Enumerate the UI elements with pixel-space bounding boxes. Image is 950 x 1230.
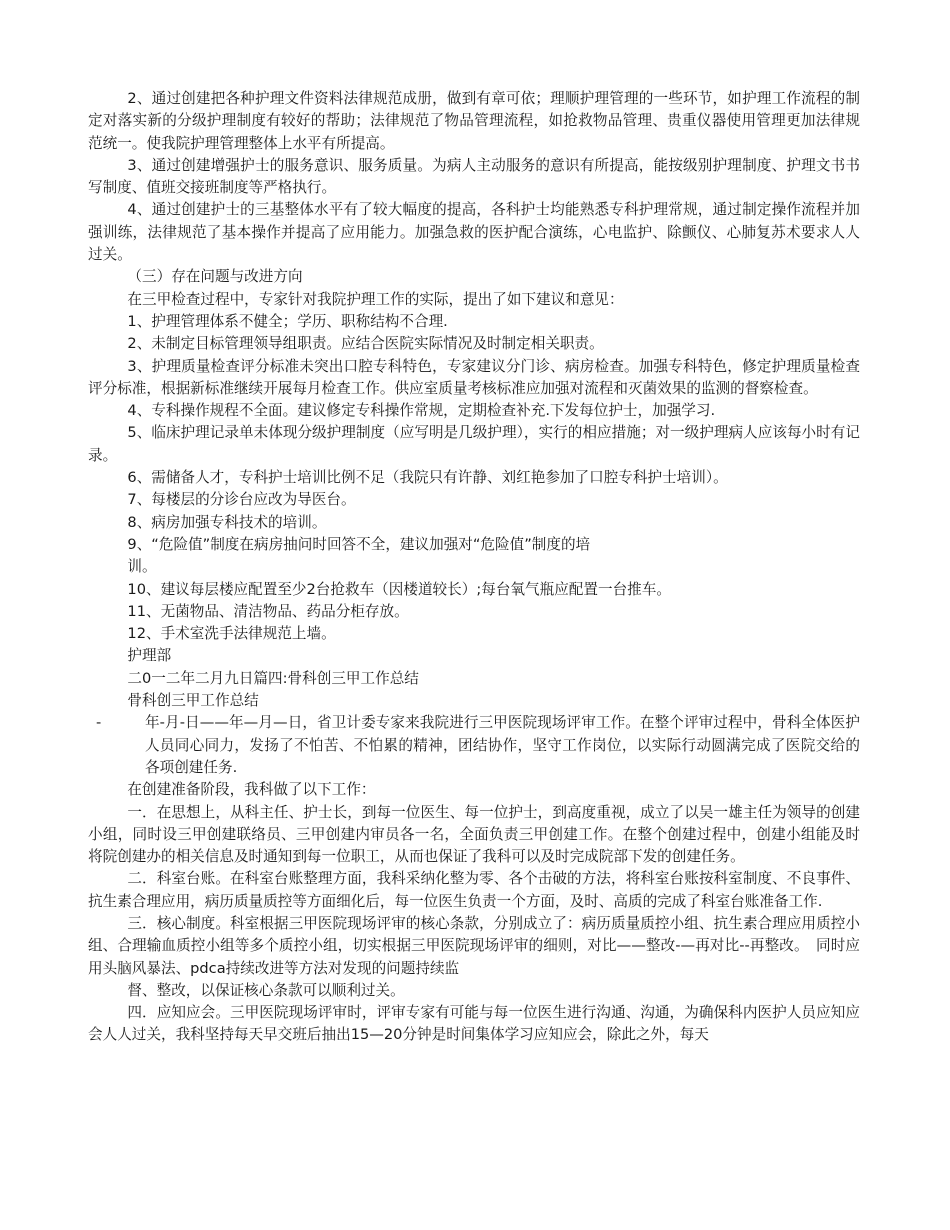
paragraph: 3、通过创建增强护士的服务意识、服务质量。为病人主动服务的意识有所提高，能按级别护理制度、护理文书书写制度、值班交接班制度等严格执行。 bbox=[88, 156, 860, 197]
paragraph: 1、护理管理体系不健全；学历、职称结构不合理. bbox=[127, 312, 448, 330]
paragraph: 三．核心制度。科室根据三甲医院现场评审的核心条款，分别成立了：病历质量质控小组、抗生素合理应用质控小组、合理输血质控小组等多个质控小组，切实根据三甲医院现场评审的细则，对比——整改-—再对比--再整改。 同时应用头脑风暴法、pdca持续改进等方法对发现的问题持续监 bbox=[88, 914, 860, 977]
paragraph: 7、每楼层的分诊台应改为导医台。 bbox=[127, 491, 356, 509]
paragraph: 12、手术室洗手法律规范上墙。 bbox=[127, 625, 336, 643]
paragraph: 在创建准备阶段，我科做了以下工作： bbox=[127, 781, 376, 799]
paragraph: 2、通过创建把各种护理文件资料法律规范成册，做到有章可依；理顺护理管理的一些环节，如护理工作流程的制定对落实新的分级护理制度有较好的帮助；法律规范了物品管理流程，如抢救物品管理、贵重仪器使用管理更加法律规范统一。使我院护理管理整体上水平有所提高。 bbox=[88, 90, 860, 152]
paragraph: 2、未制定目标管理领导组职责。应结合医院实际情况及时制定相关职责。 bbox=[127, 335, 604, 353]
paragraph: 6、需储备人才，专科护士培训比例不足（我院只有许静、刘红艳参加了口腔专科护士培训）。 bbox=[127, 469, 728, 487]
paragraph: 二0一二年二月九日篇四:骨科创三甲工作总结 bbox=[127, 669, 419, 687]
paragraph: 在三甲检查过程中，专家针对我院护理工作的实际，提出了如下建议和意见： bbox=[127, 290, 624, 308]
paragraph: 四．应知应会。三甲医院现场评审时，评审专家有可能与每一位医生进行沟通、沟通，为确保科内医护人员应知应会人人过关，我科坚持每天早交班后抽出15—20分钟是时间集体学习应知应会，除此之外，每天 bbox=[88, 1004, 860, 1044]
paragraph: 督、整改，以保证核心条款可以顺利过关。 bbox=[127, 981, 405, 999]
paragraph: 4、专科操作规程不全面。建议修定专科操作常规，定期检查补充.下发每位护士，加强学习. bbox=[127, 402, 716, 420]
paragraph: 护理部 bbox=[127, 647, 172, 665]
paragraph: 10、建议每层楼应配置至少2台抢救车（因楼道较长）;每台氧气瓶应配置一台推车。 bbox=[127, 580, 671, 598]
list-bullet: - bbox=[96, 714, 102, 732]
paragraph: 5、临床护理记录单未体现分级护理制度（应写明是几级护理），实行的相应措施；对一级护理病人应该每小时有记录。 bbox=[88, 424, 860, 464]
paragraph: 年-月-日——年—月—日，省卫计委专家来我院进行三甲医院现场评审工作。在整个评审过程中，骨科全体医护人员同心同力，发扬了不怕苦、不怕累的精神，团结协作，坚守工作岗位，以实际行动圆满完成了医院交给的各项创建任务. bbox=[145, 714, 860, 776]
list-item bbox=[88, 712, 860, 779]
paragraph: 二．科室台账。在科室台账整理方面，我科采纳化整为零、各个击破的方法，将科室台账按科室制度、不良事件、抗生素合理应用，病历质量质控等方面细化后，每一位医生负责一个方面，及时、高质的完成了科室台账准备工作. bbox=[88, 870, 860, 910]
paragraph: （三）存在问题与改进方向 bbox=[127, 268, 303, 286]
paragraph: 11、无菌物品、清洁物品、药品分柜存放。 bbox=[127, 602, 409, 620]
paragraph: 4、通过创建护士的三基整体水平有了较大幅度的提高，各科护士均能熟悉专科护理常规，通过制定操作流程并加强训练，法律规范了基本操作并提高了应用能力。加强急救的医护配合演练，心电监护、除颤仪、心肺复苏术要求人人过关。 bbox=[88, 201, 860, 264]
paragraph: 一．在思想上，从科主任、护士长，到每一位医生、每一位护士，到高度重视，成立了以吴一雄主任为领导的创建小组，同时设三甲创建联络员、三甲创建内审员各一名，全面负责三甲创建工作。在整个创建过程中，创建小组能及时将院创建办的相关信息及时通知到每一位职工，从而也保证了我科可以及时完成院部下发的创建任务。 bbox=[88, 803, 860, 866]
paragraph: 训。 bbox=[127, 558, 157, 576]
paragraph: 9、“危险值”制度在病房抽问时回答不全，建议加强对“危险值”制度的培 bbox=[127, 535, 591, 553]
document-body bbox=[88, 88, 860, 1047]
paragraph: 骨科创三甲工作总结 bbox=[127, 692, 259, 710]
paragraph: 3、护理质量检查评分标准未突出口腔专科特色，专家建议分门诊、病房检查。加强专科特色，修定护理质量检查评分标准，根据新标准继续开展每月检查工作。供应室质量考核标准应加强对流程和灭菌效果的监测的督察检查。 bbox=[88, 357, 860, 397]
paragraph: 8、病房加强专科技术的培训。 bbox=[127, 513, 327, 531]
